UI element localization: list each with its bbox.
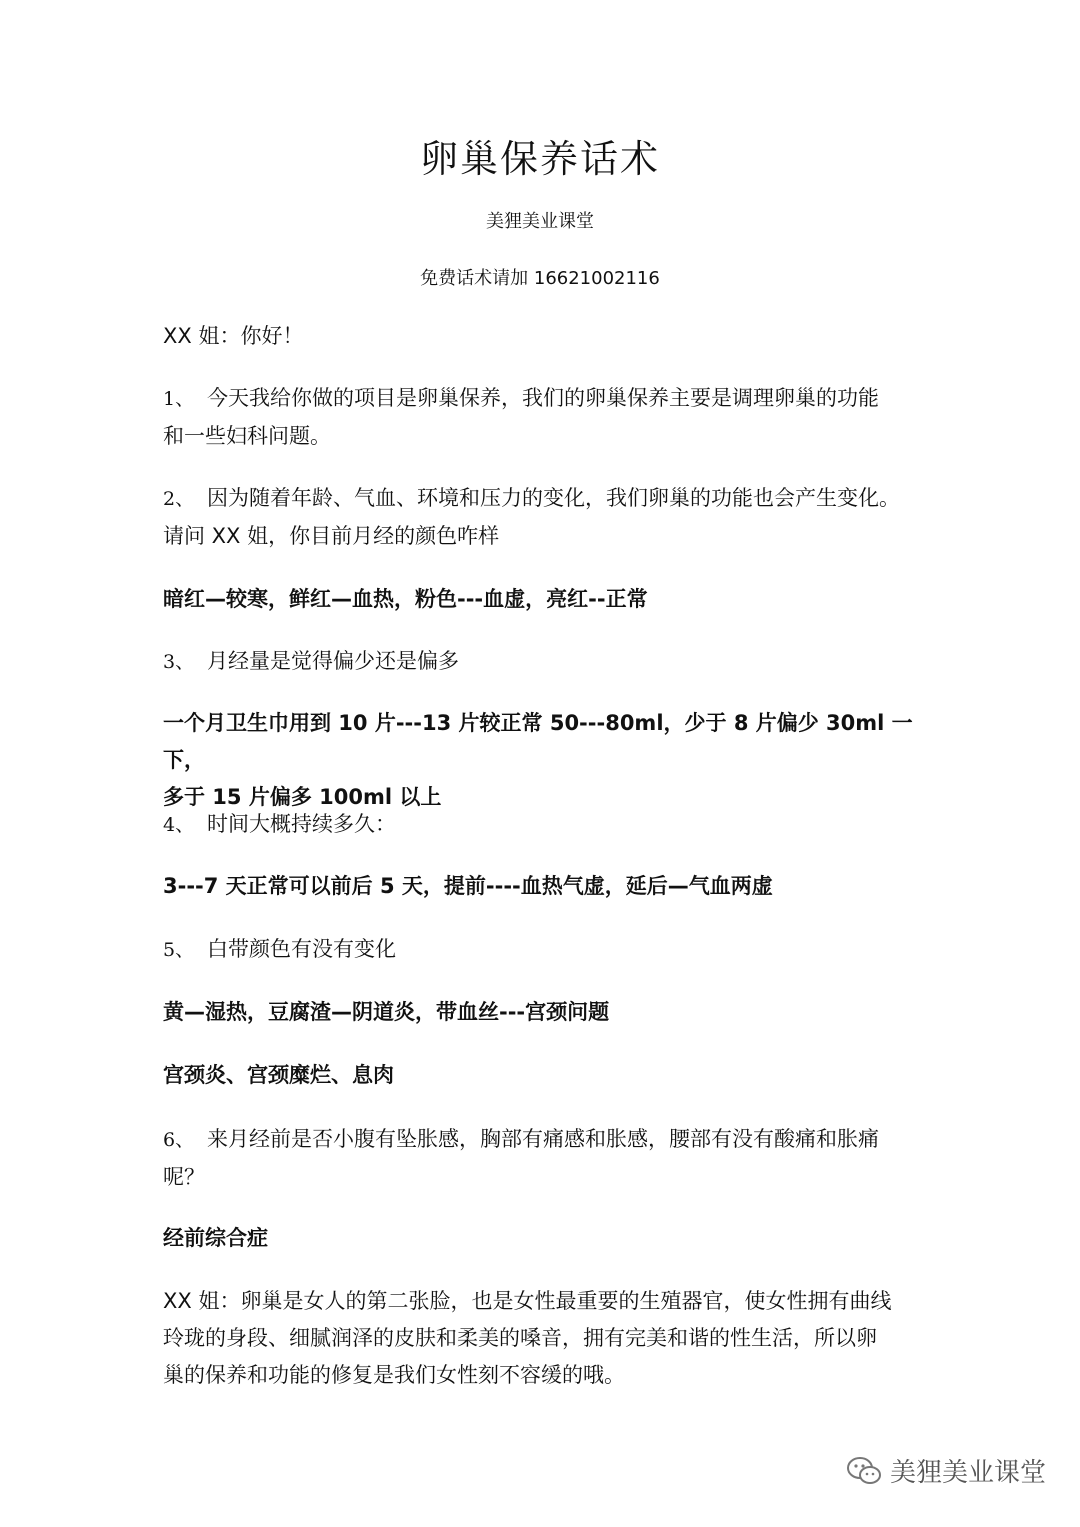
paragraph-text: 白带颜色有没有变化: [207, 937, 396, 961]
paragraph-4: [163, 806, 923, 844]
item-number: 1、: [163, 388, 195, 410]
answer-5: 黄—湿热，豆腐渣—阴道炎，带血丝---宫颈问题: [163, 1000, 610, 1024]
paragraph-6: [163, 1121, 923, 1196]
answer-3: [163, 705, 933, 816]
paragraph-text: 请问 XX 姐，你目前月经的颜色咋样: [163, 524, 500, 548]
paragraph-text: XX 姐：卵巢是女人的第二张脸，也是女性最重要的生殖器官，使女性拥有曲线: [163, 1289, 892, 1313]
document-subtitle-contact: 免费话术请加 16621002116: [420, 268, 660, 289]
closing-paragraph: [163, 1283, 933, 1394]
answer-6: 经前综合症: [163, 1226, 268, 1250]
paragraph-text: 因为随着年龄、气血、环境和压力的变化，我们卵巢的功能也会产生变化。: [207, 486, 900, 510]
paragraph-text: 呢？: [163, 1165, 205, 1189]
paragraph-text: 今天我给你做的项目是卵巢保养，我们的卵巢保养主要是调理卵巢的功能: [207, 386, 879, 410]
item-number: 3、: [163, 651, 195, 673]
greeting-text: XX 姐：你好！: [163, 324, 304, 348]
item-number: 5、: [163, 939, 195, 961]
item-number: 2、: [163, 488, 195, 510]
paragraph-text: 巢的保养和功能的修复是我们女性刻不容缓的哦。: [163, 1363, 625, 1387]
item-number: 6、: [163, 1129, 195, 1151]
answer-5-detail: 宫颈炎、宫颈糜烂、息肉: [163, 1063, 394, 1087]
paragraph-text: 玲珑的身段、细腻润泽的皮肤和柔美的嗓音，拥有完美和谐的性生活，所以卵: [163, 1326, 877, 1350]
paragraph-1: [163, 380, 923, 455]
paragraph-3: [163, 643, 923, 681]
item-number: 4、: [163, 814, 195, 836]
answer-2: 暗红—较寒，鲜红—血热，粉色---血虚，亮红--正常: [163, 587, 648, 611]
answer-text: 多于 15 片偏多 100ml 以上: [163, 785, 442, 809]
paragraph-text: 来月经前是否小腹有坠胀感，胸部有痛感和胀感，腰部有没有酸痛和胀痛: [207, 1127, 879, 1151]
wechat-watermark: [846, 1452, 1046, 1489]
paragraph-text: 和一些妇科问题。: [163, 424, 331, 448]
paragraph-2: [163, 480, 923, 555]
paragraph-text: 时间大概持续多久：: [207, 812, 396, 836]
wechat-icon: [846, 1456, 882, 1486]
document-title: 卵巢保养话术: [419, 137, 660, 181]
document-subtitle-brand: 美狸美业课堂: [486, 211, 594, 232]
answer-4: 3---7 天正常可以前后 5 天，提前----血热气虚，延后—气血两虚: [163, 874, 773, 898]
watermark-text: 美狸美业课堂: [889, 1458, 1046, 1488]
greeting: [163, 318, 923, 355]
answer-text: 一个月卫生巾用到 10 片---13 片较正常 50---80ml，少于 8 片偏少 30ml 一下，: [163, 711, 913, 772]
paragraph-text: 月经量是觉得偏少还是偏多: [207, 649, 459, 673]
paragraph-5: [163, 931, 923, 969]
